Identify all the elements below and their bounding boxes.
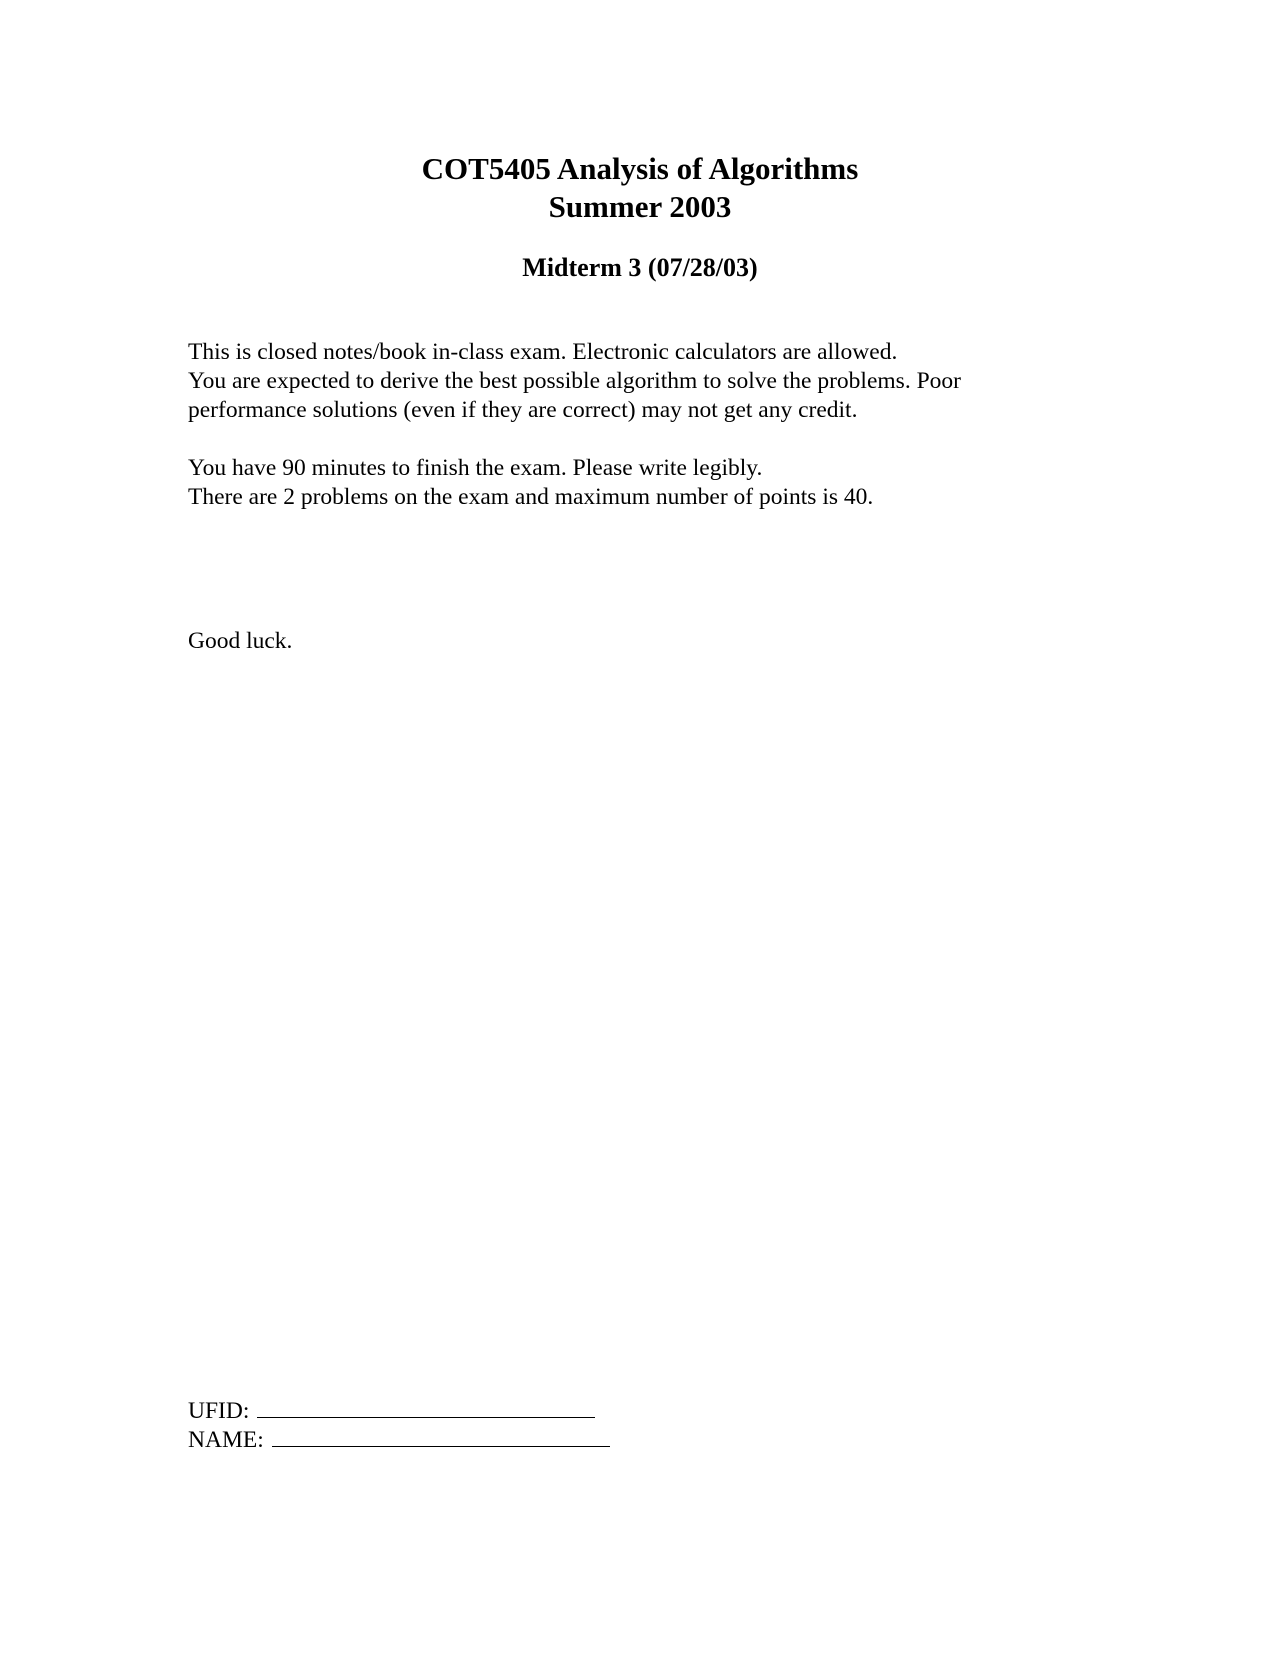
- instructions-paragraph-1: [188, 338, 961, 425]
- name-field[interactable]: [188, 1426, 610, 1455]
- term-title: Summer 2003: [548, 189, 732, 224]
- instruction-line: performance solutions (even if they are correct) may not get any credit.: [188, 397, 858, 423]
- exam-title: Midterm 3 (07/28/03): [522, 253, 758, 282]
- instructions-paragraph-2: [188, 454, 873, 512]
- name-label: NAME:: [188, 1427, 264, 1453]
- instruction-line: You have 90 minutes to finish the exam. Please write legibly.: [188, 455, 763, 481]
- course-title: COT5405 Analysis of Algorithms: [421, 151, 859, 186]
- closing-text: Good luck.: [188, 628, 293, 654]
- title-block: [0, 150, 1280, 226]
- instruction-line: This is closed notes/book in-class exam. Electronic calculators are allowed.: [188, 339, 898, 365]
- instruction-line: You are expected to derive the best possible algorithm to solve the problems. Poor: [188, 368, 961, 394]
- instruction-line: There are 2 problems on the exam and maximum number of points is 40.: [188, 484, 874, 510]
- ufid-field[interactable]: [188, 1397, 595, 1426]
- ufid-blank-line[interactable]: [257, 1399, 595, 1418]
- name-blank-line[interactable]: [272, 1428, 610, 1447]
- ufid-label: UFID:: [188, 1398, 250, 1424]
